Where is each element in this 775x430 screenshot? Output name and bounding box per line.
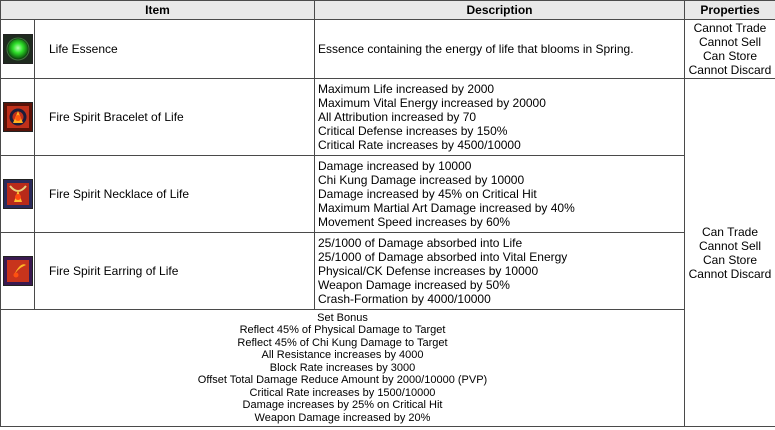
property-line: Cannot Sell: [698, 238, 762, 253]
description-line: All Attribution increased by 70: [318, 110, 477, 124]
set-bonus-line: Reflect 45% of Physical Damage to Target: [239, 324, 446, 337]
set-bonus-line: Block Rate increases by 3000: [269, 361, 416, 374]
fire-necklace-icon: [3, 179, 33, 209]
description-line: Damage increased by 10000: [318, 159, 472, 173]
green-orb-icon: [3, 34, 33, 64]
description-line: Critical Defense increases by 150%: [318, 124, 508, 138]
set-bonus-title: Set Bonus: [317, 311, 368, 324]
set-bonus-line: Reflect 45% of Chi Kung Damage to Target: [237, 336, 448, 349]
item-description: [315, 20, 685, 79]
description-line: 25/1000 of Damage absorbed into Life: [318, 236, 523, 250]
description-line: Maximum Vital Energy increased by 20000: [318, 96, 546, 110]
description-line: Damage increased by 45% on Critical Hit: [318, 187, 537, 201]
set-bonus-line: Weapon Damage increased by 20%: [254, 411, 431, 424]
property-line: Can Store: [702, 49, 758, 63]
description-line: Critical Rate increases by 4500/10000: [318, 138, 521, 152]
property-line: Can Store: [702, 252, 758, 267]
property-line: Cannot Discard: [688, 266, 772, 281]
item-description: [315, 79, 685, 156]
description-line: Maximum Life increased by 2000: [318, 82, 495, 96]
property-line: Can Trade: [701, 224, 759, 239]
description-line: Essence containing the energy of life that blooms in Spring.: [318, 42, 634, 56]
set-bonus-line: Damage increases by 25% on Critical Hit: [242, 399, 443, 412]
description-line: Movement Speed increases by 60%: [318, 215, 511, 229]
table-row-set-bonus: [1, 310, 775, 427]
table-row-life-essence: [1, 20, 775, 79]
set-properties: [685, 79, 775, 427]
table-row-necklace: [1, 156, 775, 233]
item-description: [315, 156, 685, 233]
property-line: Cannot Trade: [693, 21, 767, 35]
description-line: Maximum Martial Art Damage increased by 40%: [318, 201, 575, 215]
item-name: Fire Spirit Earring of Life: [35, 233, 315, 310]
set-bonus-line: Critical Rate increases by 1500/10000: [249, 386, 436, 399]
item-icon-cell: [1, 20, 35, 79]
item-name: Fire Spirit Necklace of Life: [35, 156, 315, 233]
fire-bracelet-icon: [3, 102, 33, 132]
item-properties: [685, 20, 775, 79]
header-properties: Properties: [685, 1, 775, 20]
header-row: [1, 1, 775, 20]
property-line: Cannot Sell: [698, 35, 762, 49]
item-icon-cell: [1, 233, 35, 310]
item-name: Life Essence: [35, 20, 315, 79]
description-line: Physical/CK Defense increases by 10000: [318, 264, 539, 278]
fire-earring-icon: [3, 256, 33, 286]
item-description: [315, 233, 685, 310]
set-bonus: [1, 310, 685, 427]
item-name: Fire Spirit Bracelet of Life: [35, 79, 315, 156]
set-bonus-line: Offset Total Damage Reduce Amount by 2000/10000 (PVP): [197, 374, 488, 387]
description-line: Crash-Formation by 4000/10000: [318, 292, 491, 306]
item-icon-cell: [1, 156, 35, 233]
set-bonus-line: All Resistance increases by 4000: [261, 349, 424, 362]
header-description: Description: [315, 1, 685, 20]
table-row-bracelet: [1, 79, 775, 156]
item-icon-cell: [1, 79, 35, 156]
table-row-earring: [1, 233, 775, 310]
description-line: Chi Kung Damage increased by 10000: [318, 173, 525, 187]
header-item: Item: [1, 1, 315, 20]
description-line: Weapon Damage increased by 50%: [318, 278, 510, 292]
description-line: 25/1000 of Damage absorbed into Vital Energy: [318, 250, 568, 264]
property-line: Cannot Discard: [688, 63, 772, 77]
